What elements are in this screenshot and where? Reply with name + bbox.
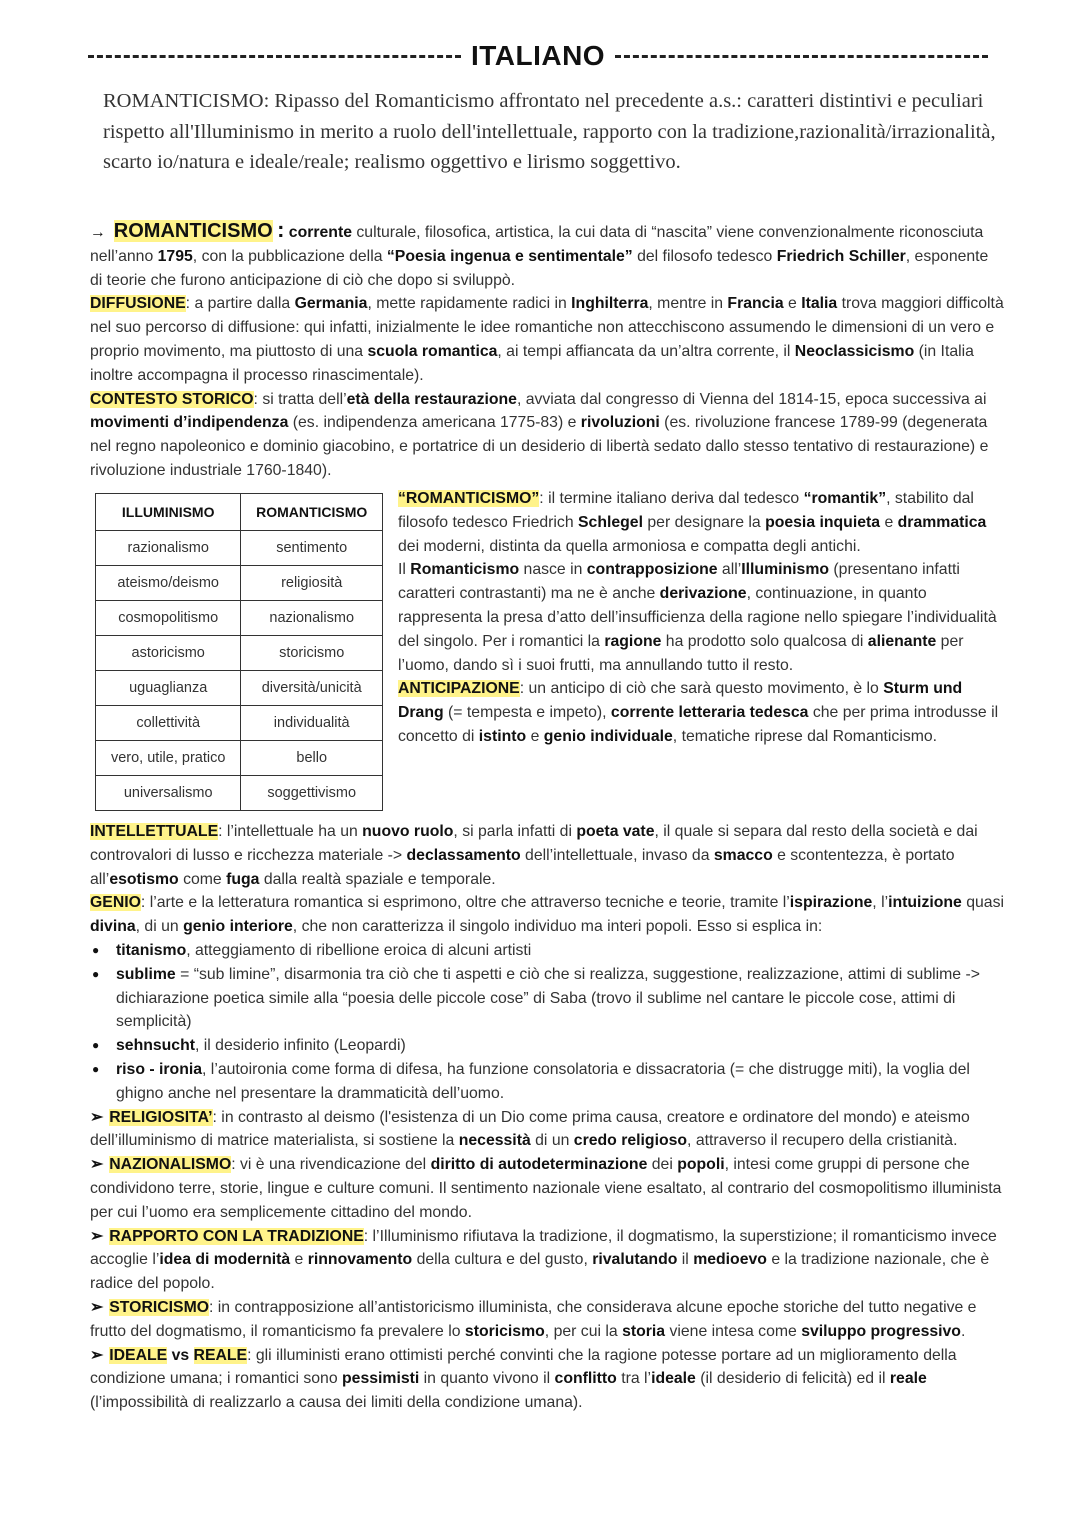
list-item <box>116 1034 1005 1058</box>
table-cell: razionalismo <box>96 531 241 566</box>
storicismo-paragraph <box>90 1296 1005 1344</box>
text: , ai tempi affiancata da un’altra corrente, il <box>497 342 795 360</box>
text-bold: sviluppo progressivo <box>801 1322 961 1340</box>
tradizione-label: RAPPORTO CON LA TRADIZIONE <box>109 1227 364 1245</box>
text-bold: smacco <box>713 846 773 864</box>
text: : l’intellettuale ha un <box>218 823 363 840</box>
text: della cultura e del gusto, <box>412 1251 593 1269</box>
text: : gli illuministi erano ottimisti perché convinti che la ragione potesse portare ad un miglioramento della condizione umana; i romantici sono <box>90 1346 957 1388</box>
text: per designare la <box>642 513 766 531</box>
contesto-label: CONTESTO STORICO <box>90 390 254 408</box>
text-bold: ragione <box>604 632 662 650</box>
text-bold: ispirazione <box>789 894 873 912</box>
table-cell: soggettivismo <box>241 776 383 811</box>
table-row <box>96 531 383 566</box>
text-bold: medioevo <box>693 1251 767 1269</box>
text: di un <box>530 1132 574 1150</box>
text: , mentre in <box>648 295 728 313</box>
text: che per prima introdusse il concetto di <box>398 704 999 745</box>
text-bold: istinto <box>478 727 527 745</box>
text: e la tradizione nazionale, che è radice del popolo. <box>90 1251 990 1293</box>
text: il <box>677 1251 694 1269</box>
text-bold: derivazione <box>659 585 747 603</box>
arrowhead-icon: ➢ <box>90 1156 104 1174</box>
text-bold: rinnovamento <box>307 1251 413 1269</box>
romanticismo-title: ROMANTICISMO <box>113 220 273 242</box>
table-cell: storicismo <box>241 636 383 671</box>
text: all’ <box>717 561 742 579</box>
text: . <box>960 1322 966 1340</box>
text: (in Italia inoltre accompagna il processo rinascimentale). <box>90 342 974 384</box>
title-colon: : <box>277 217 285 242</box>
text-bold: genio interiore <box>183 918 293 936</box>
text-bold: 1795 <box>157 247 193 265</box>
text: , stabilito dal filosofo tedesco Friedrich <box>398 490 974 531</box>
text-bold: titanismo <box>116 941 187 959</box>
nazionalismo-paragraph <box>90 1153 1005 1224</box>
anticipazione-paragraph <box>398 677 1008 748</box>
text-bold: Friedrich Schiller <box>776 247 906 265</box>
text-bold: intuizione <box>888 894 962 912</box>
text-bold: Italia <box>801 295 838 313</box>
text: , esponente di teorie che furono anticipazione di ciò che dopo si sviluppò. <box>90 247 989 289</box>
ideale-paragraph <box>90 1344 1005 1415</box>
table-cell: individualità <box>241 706 383 741</box>
text-bold: poeta vate <box>576 823 655 840</box>
text: dei moderni, distinta da quella armoniosa e compatta degli antichi. <box>398 537 861 555</box>
termine-paragraph <box>398 487 1008 558</box>
text-bold: Sturm und Drang <box>398 680 963 722</box>
text-bold: credo religioso <box>573 1132 688 1150</box>
text-bold: movimenti d’indipendenza <box>90 414 289 432</box>
text: : si tratta dell’ <box>253 390 347 408</box>
arrowhead-icon: ➢ <box>90 1346 104 1364</box>
text-bold: diritto di autodeterminazione <box>430 1156 648 1174</box>
text-bold: idea di modernità <box>159 1251 291 1269</box>
section-lower <box>90 820 1005 1415</box>
text-bold: corrente <box>288 224 353 241</box>
text: , che non caratterizza il singolo individuo ma interi popoli. Esso si esplica in: <box>292 918 823 936</box>
intellettuale-paragraph <box>90 820 1005 891</box>
text-bold: Romanticismo <box>410 561 520 579</box>
text: (presentano infatti caratteri contrastanti) ma ne è anche <box>398 561 960 603</box>
text: (il desiderio di felicità) ed il <box>695 1370 890 1388</box>
list-item <box>116 963 1005 1034</box>
text: per l’uomo, dando sì i suoi frutti, ma annullando tutto il resto. <box>398 632 964 674</box>
text-bold: divina <box>90 918 136 936</box>
text: (l’impossibilità di realizzarlo a causa dei limiti della condizione umana). <box>90 1394 583 1412</box>
text-bold: necessità <box>458 1132 531 1150</box>
text: in quanto vivono il <box>419 1370 555 1388</box>
text: e <box>526 727 544 745</box>
storicismo-label: STORICISMO <box>109 1298 210 1316</box>
ideale-label: IDEALE <box>109 1346 168 1364</box>
text-bold: storicismo <box>464 1322 545 1340</box>
text-bold: Germania <box>294 295 368 313</box>
list-item <box>116 939 1005 963</box>
text-bold: drammatica <box>897 513 987 531</box>
text: , tematiche riprese dal Romanticismo. <box>672 727 938 745</box>
text: , mette rapidamente radici in <box>367 295 572 313</box>
table-row <box>96 671 383 706</box>
text-bold: popoli <box>677 1156 725 1174</box>
text: (= tempesta e impeto), <box>443 704 611 722</box>
text-bold: rivalutando <box>592 1251 678 1269</box>
genio-list <box>90 939 1005 1106</box>
text-bold: Schlegel <box>578 513 643 531</box>
text: , con la pubblicazione della <box>192 247 387 265</box>
text: = “sub limine”, disarmonia tra ciò che ti aspetti e ciò che si realizza, suggestione, realizzazione, attimi di sublime -> dichiarazione poetica simile alla “poesia delle piccole cose” di Saba (trovo il sublime nel cantare le piccole cose, attimi di semplicità) <box>116 965 980 1031</box>
text: , si parla infatti di <box>453 823 577 840</box>
header-dash-right <box>615 55 988 58</box>
text-bold: Francia <box>727 295 784 313</box>
text: : il termine italiano deriva dal tedesco <box>539 490 804 507</box>
religiosita-paragraph <box>90 1106 1005 1154</box>
table-cell: sentimento <box>241 531 383 566</box>
table-cell: religiosità <box>241 566 383 601</box>
header-dash-left <box>88 55 461 58</box>
table-cell: nazionalismo <box>241 601 383 636</box>
text: , il quale si separa dal resto della società e dai controvalori di lusso e ricchezza materiale -> <box>90 823 978 864</box>
text: dei <box>647 1156 678 1174</box>
text: , l’ <box>872 894 889 912</box>
text-bold: “romantik” <box>803 490 887 507</box>
text: viene intesa come <box>665 1322 802 1340</box>
text-bold: poesia inquieta <box>765 513 881 531</box>
table-cell: bello <box>241 741 383 776</box>
text-bold: sublime <box>116 965 176 983</box>
table-header-romanticismo: ROMANTICISMO <box>241 494 383 531</box>
text-bold: nuovo ruolo <box>362 823 454 840</box>
text-bold: conflitto <box>554 1370 617 1388</box>
text-bold: “Poesia ingenua e sentimentale” <box>386 247 633 265</box>
text: (es. rivoluzione francese 1789-99 (degenerata nel regno napoleonico e dominio giacobino, e portatrice di un desiderio di libertà sedato dallo stesso tentativo di restaurazione) e rivoluzione industriale 1760-1840). <box>90 414 989 479</box>
text: , continuazione, in quanto rappresenta la presa d’atto dell’insufficienza della ragione nello spiegare l’individualità del singolo. Per i romantici la <box>398 585 997 650</box>
arrowhead-icon: ➢ <box>90 1108 104 1126</box>
nascita-paragraph <box>398 558 1008 677</box>
text-bold: fuga <box>226 870 260 888</box>
romanticismo-paragraph <box>90 218 1005 292</box>
text: , intesi come gruppi di persone che condividono terre, storie, lingue e culture comuni. Il sentimento nazionale viene esaltato, al contrario del cosmopolitismo illuminista per cui l’uomo era semplicemente cittadino del mondo. <box>90 1156 1002 1221</box>
genio-label: GENIO <box>90 894 141 912</box>
text: : l’arte e la letteratura romantica si esprimono, oltre che attraverso tecniche e teorie, tramite l’ <box>140 894 790 912</box>
text-bold: reale <box>889 1370 927 1388</box>
genio-paragraph <box>90 891 1005 939</box>
table-cell: vero, utile, pratico <box>96 741 241 776</box>
table-row <box>96 566 383 601</box>
table-cell: astoricismo <box>96 636 241 671</box>
contesto-paragraph <box>90 388 1005 483</box>
text-bold: declassamento <box>406 846 521 864</box>
anticipazione-label: ANTICIPAZIONE <box>398 680 520 698</box>
tradizione-paragraph <box>90 1225 1005 1296</box>
text-bold: Neoclassicismo <box>794 342 915 360</box>
diffusione-label: DIFFUSIONE <box>90 295 186 313</box>
text-bold: ideale <box>651 1370 696 1388</box>
arrowhead-icon: ➢ <box>90 1227 104 1245</box>
text-bold: vs <box>167 1346 194 1364</box>
termine-label: “ROMANTICISMO” <box>398 490 540 507</box>
text: e <box>880 513 898 531</box>
table-cell: cosmopolitismo <box>96 601 241 636</box>
religiosita-label: RELIGIOSITA’ <box>109 1108 213 1126</box>
text-bold: corrente letteraria tedesca <box>610 704 809 722</box>
table-cell: diversità/unicità <box>241 671 383 706</box>
text-bold: genio individuale <box>543 727 673 745</box>
nazionalismo-label: NAZIONALISMO <box>109 1156 232 1174</box>
subject-title: ITALIANO <box>470 40 606 71</box>
arrow-icon: → <box>90 224 106 241</box>
text-bold: rivoluzioni <box>580 414 660 432</box>
text: dell’intellettuale, invaso da <box>520 846 714 864</box>
table-cell: collettività <box>96 706 241 741</box>
text-bold: pessimisti <box>342 1370 420 1388</box>
text: : in contrapposizione all’antistoricismo illuminista, che considerava alcune epoche storiche del tutto negative e frutto del dogmatismo, il romanticismo fa prevalere lo <box>90 1298 977 1340</box>
text-bold: storia <box>622 1322 666 1340</box>
list-item <box>116 1058 1005 1106</box>
text: , per cui la <box>544 1322 623 1340</box>
table-row <box>96 741 383 776</box>
arrowhead-icon: ➢ <box>90 1298 104 1316</box>
text-bold: scuola romantica <box>367 342 498 360</box>
text: tra l’ <box>616 1370 652 1388</box>
table-cell: universalismo <box>96 776 241 811</box>
table-row <box>96 636 383 671</box>
section-romanticismo <box>90 218 1005 483</box>
table-cell: ateismo/deismo <box>96 566 241 601</box>
reale-label: REALE <box>193 1346 248 1364</box>
text: : a partire dalla <box>185 295 295 313</box>
text: , attraverso il recupero della cristianità. <box>687 1132 958 1150</box>
table-row <box>96 776 383 811</box>
text: e <box>783 295 802 313</box>
text: , atteggiamento di ribellione eroica di alcuni artisti <box>186 941 532 959</box>
text: , l’autoironia come forma di difesa, ha funzione consolatoria e dissacratoria (= che distrugge miti), la voglia del ghigno anche nel presentare la drammaticità dell’uomo. <box>116 1060 970 1102</box>
text: quasi <box>961 894 1004 912</box>
text: nasce in <box>519 561 587 579</box>
table-row <box>96 706 383 741</box>
subject-header <box>88 38 988 74</box>
text: , avviata dal congresso di Vienna del 1814-15, epoca successiva ai <box>516 390 987 408</box>
text: e scontentezza, è portato all’ <box>90 846 955 888</box>
text: e <box>290 1251 308 1269</box>
text-bold: età della restaurazione <box>346 390 517 408</box>
table-header-row <box>96 494 383 531</box>
text: : l’Illuminismo rifiutava la tradizione, il dogmatismo, la superstizione; il romanticismo invece accoglie l’ <box>90 1227 997 1269</box>
text: dalla realtà spaziale e temporale. <box>259 870 496 888</box>
text: , il desiderio infinito (Leopardi) <box>195 1037 406 1055</box>
text: : vi è una rivendicazione del <box>231 1156 431 1174</box>
text: del filosofo tedesco <box>632 247 777 265</box>
intro-paragraph: ROMANTICISMO: Ripasso del Romanticismo affrontato nel precedente a.s.: caratteri distintivi e peculiari rispetto all'Illuminismo in merito a ruolo dell'intellettuale, rapporto con la tradizione,razionalità/irrazionalità, scarto io/natura e ideale/reale; realismo oggettivo e lirismo soggettivo. <box>103 90 996 173</box>
text-bold: riso - ironia <box>116 1060 203 1078</box>
text: ha prodotto solo qualcosa di <box>661 632 868 650</box>
text: : un anticipo di ciò che sarà questo movimento, è lo <box>519 680 884 698</box>
table-cell: uguaglianza <box>96 671 241 706</box>
text: Il <box>398 561 411 579</box>
text: (es. indipendenza americana 1775-83) e <box>288 414 581 432</box>
text-bold: alienante <box>867 632 937 650</box>
text-bold: sehnsucht <box>116 1037 195 1055</box>
text: : in contrasto al deismo (l'esistenza di un Dio come prima causa, creatore e ordinatore del mondo) e ateismo dell’illuminismo di matrice materialista, si sostiene la <box>90 1108 970 1150</box>
table-header-illuminismo: ILLUMINISMO <box>96 494 241 531</box>
table-row <box>96 601 383 636</box>
text-bold: Inghilterra <box>571 295 649 313</box>
text: , di un <box>135 918 184 936</box>
comparison-table <box>95 493 383 811</box>
text-bold: Illuminismo <box>741 561 830 579</box>
side-column <box>398 487 1008 749</box>
intellettuale-label: INTELLETTUALE <box>90 823 219 840</box>
diffusione-paragraph <box>90 292 1005 387</box>
text-bold: esotismo <box>109 870 179 888</box>
text: trova maggiori difficoltà nel suo percorso di diffusione: qui infatti, inizialmente le idee romantiche non attecchiscono assumendo le dimensioni di un vero e proprio movimento, ma piuttosto di una <box>90 295 1004 360</box>
text: come <box>178 870 227 888</box>
text: culturale, filosofica, artistica, la cui data di “nascita” viene convenzionalmente riconosciuta nell’anno <box>90 224 984 265</box>
text-bold: contrapposizione <box>586 561 718 579</box>
